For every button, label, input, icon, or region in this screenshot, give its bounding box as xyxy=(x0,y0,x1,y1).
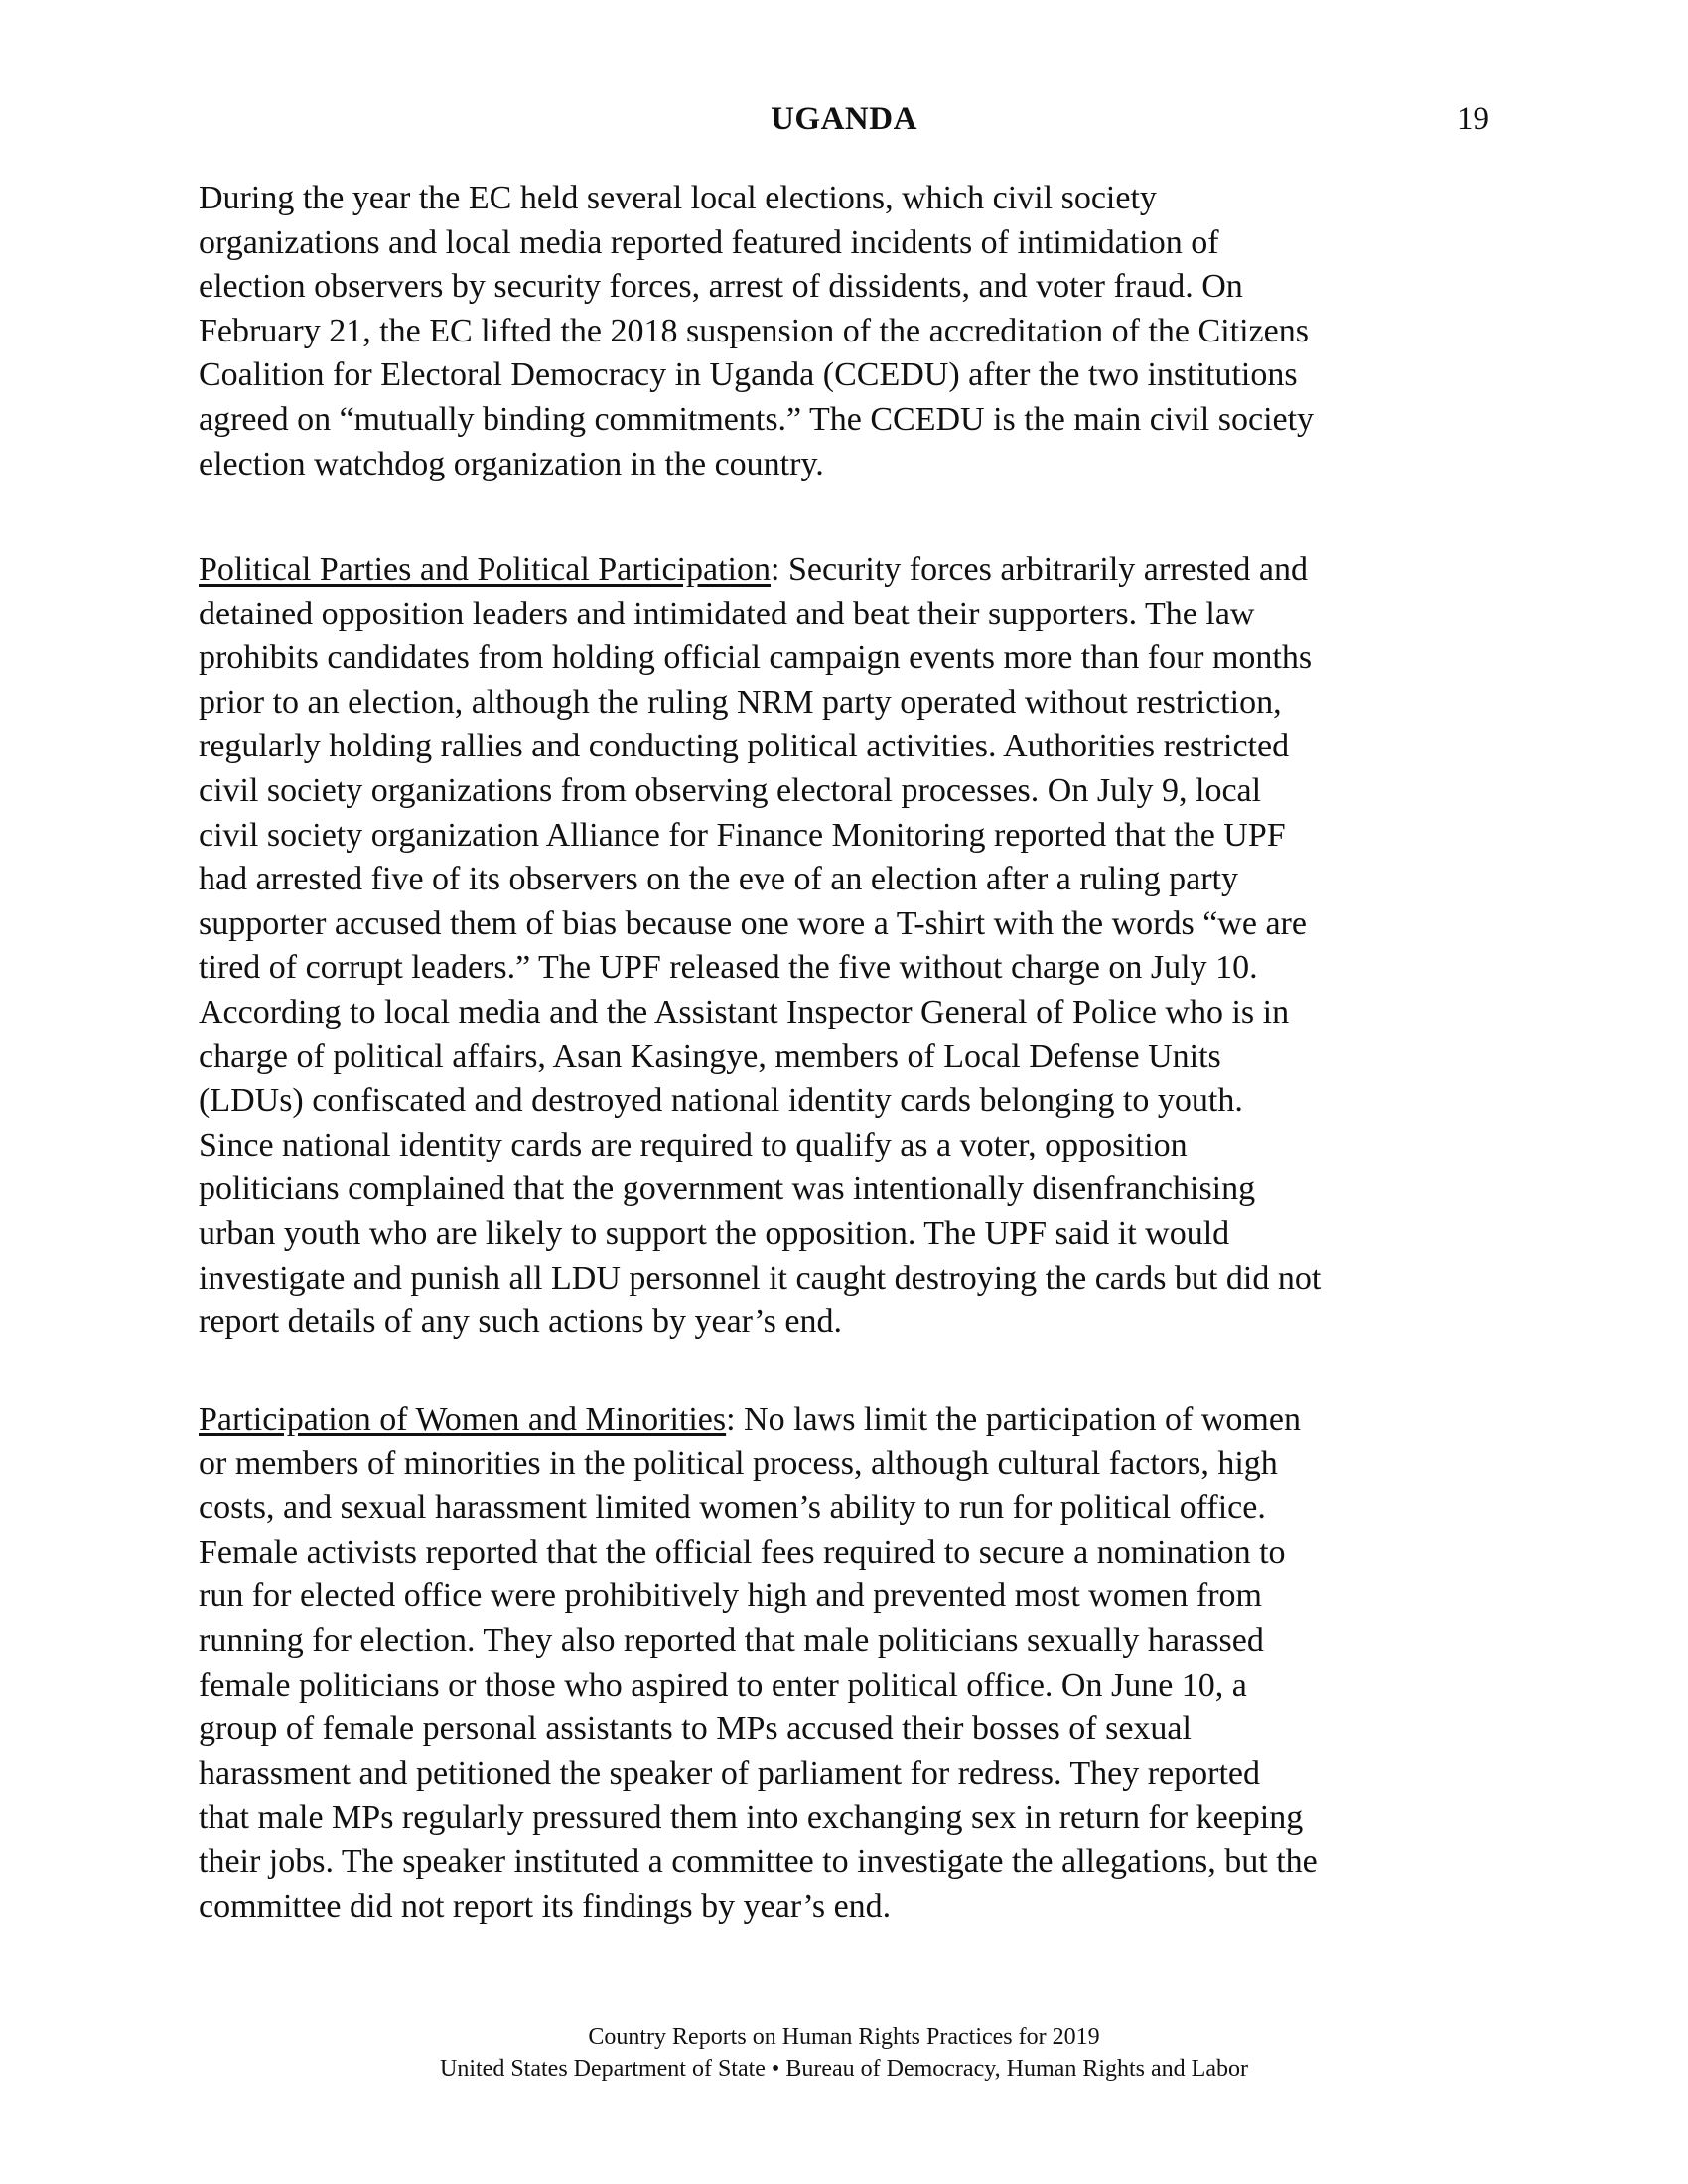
text-line: election observers by security forces, arrest of dissidents, and voter fraud. On xyxy=(199,268,1243,306)
text-line xyxy=(199,1398,1509,1442)
text-line: run for elected office were prohibitively high and prevented most women from xyxy=(199,1577,1262,1615)
page-number: 19 xyxy=(1457,101,1489,137)
text-line: urban youth who are likely to support the opposition. The UPF said it would xyxy=(199,1214,1230,1252)
heading-trailing-text: : Security forces arbitrarily arrested and xyxy=(771,551,1308,588)
text-line: charge of political affairs, Asan Kasingye, members of Local Defense Units xyxy=(199,1037,1221,1075)
text-line: harassment and petitioned the speaker of parliament for redress. They reported xyxy=(199,1754,1261,1792)
text-line: politicians complained that the government was intentionally disenfranchising xyxy=(199,1170,1256,1208)
text-line: organizations and local media reported featured incidents of intimidation of xyxy=(199,223,1219,261)
text-line: had arrested five of its observers on the eve of an election after a ruling party xyxy=(199,861,1238,898)
text-line: committee did not report its findings by year’s end. xyxy=(199,1887,892,1925)
paragraph-local-elections xyxy=(199,177,1509,486)
text-line: Coalition for Electoral Democracy in Uganda (CCEDU) after the two institutions xyxy=(199,356,1298,394)
page-header-title: UGANDA xyxy=(771,101,917,137)
text-line: or members of minorities in the political process, although cultural factors, high xyxy=(199,1444,1278,1482)
footer-report-title: Country Reports on Human Rights Practices for 2019 xyxy=(588,2024,1100,2050)
text-line: Since national identity cards are required to qualify as a voter, opposition xyxy=(199,1126,1188,1163)
paragraph-women-minorities xyxy=(199,1398,1509,1929)
text-line: female politicians or those who aspired to enter political office. On June 10, a xyxy=(199,1666,1247,1704)
text-line: (LDUs) confiscated and destroyed national identity cards belonging to youth. xyxy=(199,1082,1243,1120)
footer-department: United States Department of State • Bureau of Democracy, Human Rights and Labor xyxy=(440,2056,1248,2082)
heading-trailing-text: : No laws limit the participation of women xyxy=(726,1401,1301,1437)
text-line: their jobs. The speaker instituted a committee to investigate the allegations, but the xyxy=(199,1843,1318,1880)
text-line: regularly holding rallies and conducting political activities. Authorities restricted xyxy=(199,728,1290,765)
text-line: February 21, the EC lifted the 2018 suspension of the accreditation of the Citizens xyxy=(199,312,1309,349)
text-line: According to local media and the Assistant Inspector General of Police who is in xyxy=(199,993,1290,1030)
text-line: tired of corrupt leaders.” The UPF released the five without charge on July 10. xyxy=(199,949,1258,987)
text-line: running for election. They also reported that male politicians sexually harassed xyxy=(199,1621,1264,1659)
text-line: prohibits candidates from holding official campaign events more than four months xyxy=(199,639,1313,677)
text-line xyxy=(199,548,1509,593)
section-heading-political-parties: Political Parties and Political Participation xyxy=(199,551,772,588)
text-line: group of female personal assistants to MPs accused their bosses of sexual xyxy=(199,1710,1192,1748)
text-line: Female activists reported that the official fees required to secure a nomination to xyxy=(199,1533,1286,1570)
text-line: agreed on “mutually binding commitments.” The CCEDU is the main civil society xyxy=(199,400,1315,438)
text-line: investigate and punish all LDU personnel it caught destroying the cards but did not xyxy=(199,1259,1322,1297)
text-line: costs, and sexual harassment limited women’s ability to run for political office. xyxy=(199,1489,1266,1527)
section-heading-women-minorities: Participation of Women and Minorities xyxy=(199,1401,727,1437)
text-line: supporter accused them of bias because one wore a T-shirt with the words “we are xyxy=(199,904,1307,942)
text-line: civil society organization Alliance for Finance Monitoring reported that the UPF xyxy=(199,816,1286,854)
text-line: prior to an election, although the ruling NRM party operated without restriction, xyxy=(199,683,1282,721)
text-line: that male MPs regularly pressured them into exchanging sex in return for keeping xyxy=(199,1799,1304,1837)
paragraph-political-parties xyxy=(199,548,1509,1345)
text-line: During the year the EC held several local elections, which civil society xyxy=(199,180,1157,216)
text-line: report details of any such actions by year’s end. xyxy=(199,1303,843,1341)
text-line: detained opposition leaders and intimidated and beat their supporters. The law xyxy=(199,595,1255,632)
text-line: civil society organizations from observing electoral processes. On July 9, local xyxy=(199,771,1262,809)
page-footer xyxy=(0,2021,1688,2085)
text-line: election watchdog organization in the country. xyxy=(199,445,824,482)
